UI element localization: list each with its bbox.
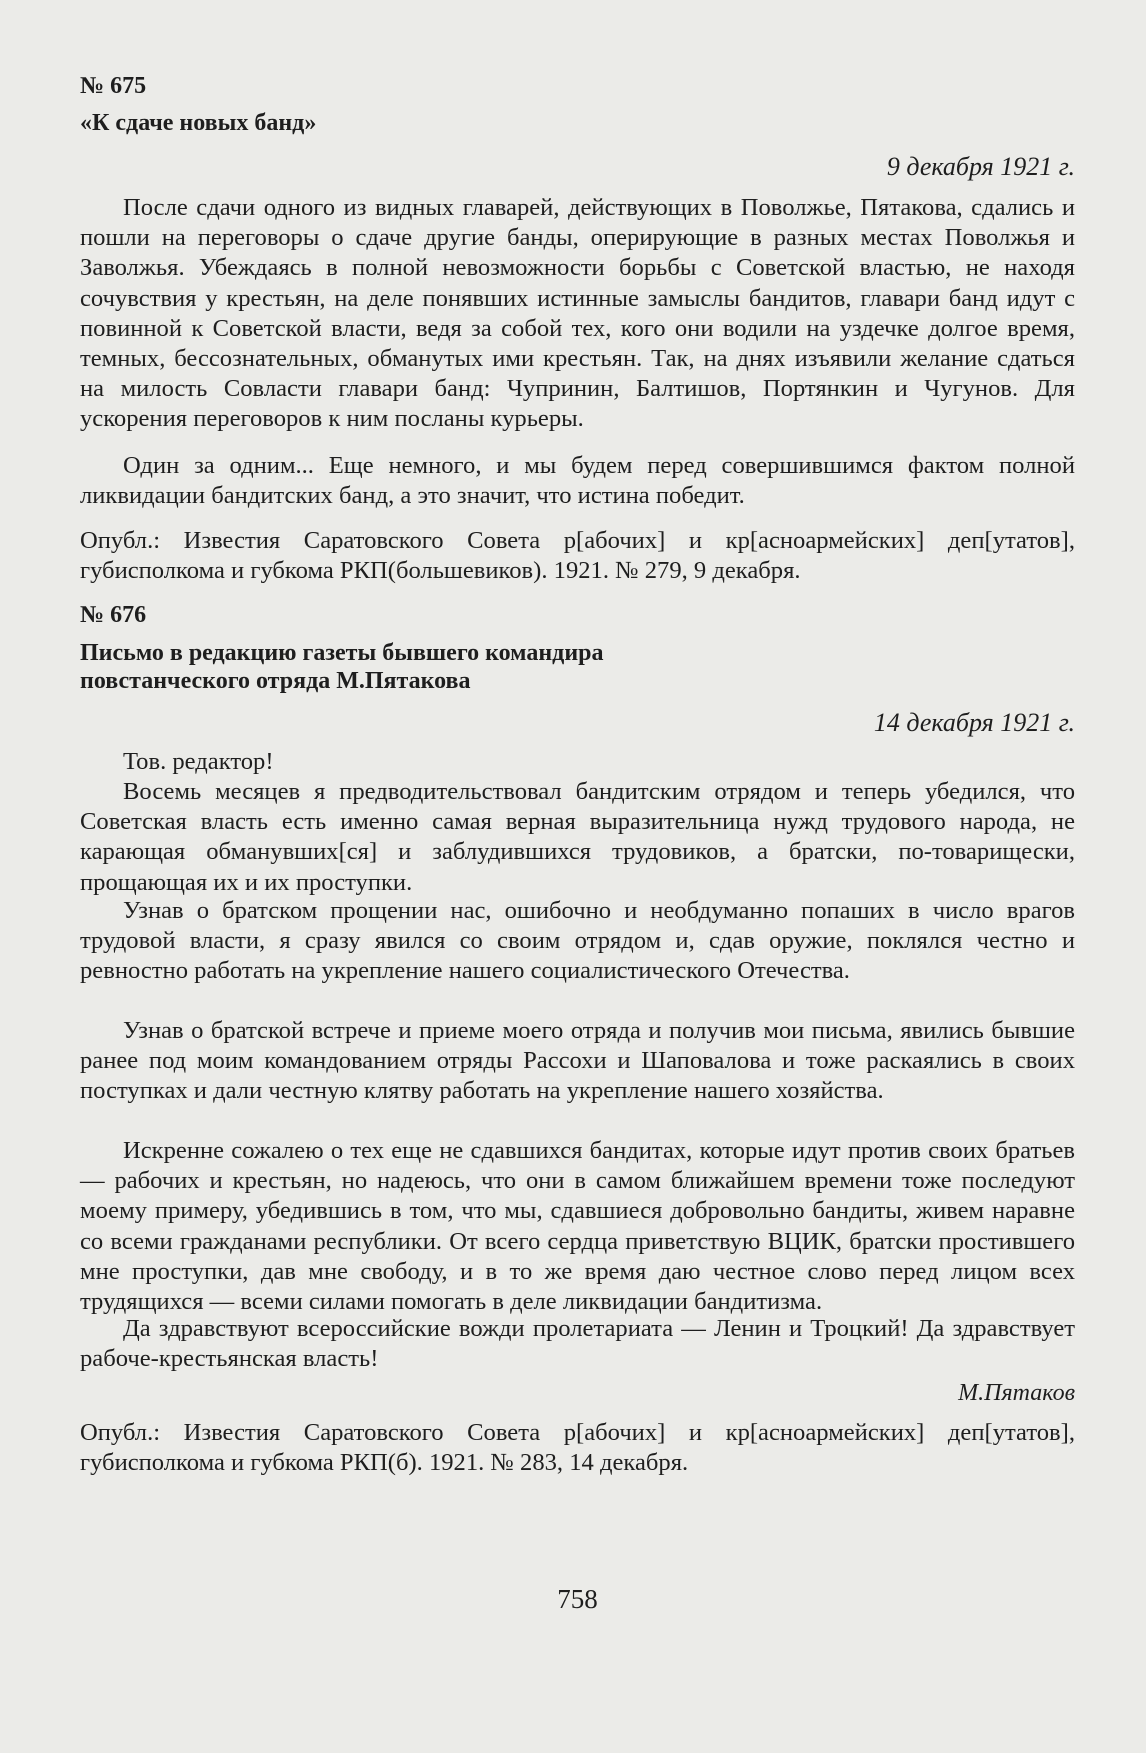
doc675-paragraph-2: Один за одним... Еще немного, и мы будем перед совершившимся фактом полной ликвидации бандитских банд, а это значит, что истина победит. [80, 452, 1075, 510]
doc676-publication: Опубл.: Известия Саратовского Совета р[абочих] и кр[асноармейских] деп[утатов], губисполкома и губкома РКП(б). 1921. № 283, 14 декабря. [80, 1419, 1075, 1477]
document-number-676: № 676 [80, 602, 147, 628]
doc675-publication: Опубл.: Известия Саратовского Совета р[абочих] и кр[асноармейских] деп[утатов], губисполкома и губкома РКП(большевиков). 1921. № 279, 9 декабря. [80, 527, 1075, 585]
document-title-675: «К сдаче новых банд» [80, 110, 317, 136]
document-date-675: 9 декабря 1921 г. [886, 152, 1075, 181]
doc675-paragraph-1: После сдачи одного из видных главарей, действующих в Поволжье, Пятакова, сдались и пошли на переговоры о сдаче другие банды, оперирующие в разных местах Поволжья и Заволжья. Убеждаясь в полной невозможности борьбы с Советской властью, не находя сочувствия у крестьян, на деле понявших истинные замыслы бандитов, главари банд идут с повинной к Советской власти, ведя за собой тех, кого они водили на уздечке долгое время, темных, бессознательных, обманутых ими крестьян. Так, на днях изъявили желание сдаться на милость Совласти главари банд: Чупринин, Балтишов, Портянкин и Чугунов. Для ускорения переговоров к ним посланы курьеры. [80, 194, 1075, 433]
signature: М.Пятаков [958, 1380, 1075, 1406]
doc676-paragraph-3: Узнав о братской встрече и приеме моего отряда и получив мои письма, явились бывшие ранее под моим командованием отряды Рассохи и Шаповалова и тоже раскаялись в своих поступках и дали честную клятву работать на укрепление нашего хозяйства. [80, 1017, 1075, 1105]
document-page [80, 0, 1075, 1753]
page-number: 758 [557, 1584, 598, 1614]
doc676-paragraph-1: Восемь месяцев я предводительствовал бандитским отрядом и теперь убедился, что Советская власть есть именно самая верная выразительница нужд трудового народа, не карающая обманувших[ся] и заблудившихся трудовиков, а братски, по-товарищески, прощающая их и их проступки. [80, 778, 1075, 896]
document-title-676-line-2: повстанческого отряда М.Пятакова [80, 668, 471, 694]
document-title-676-line-1: Письмо в редакцию газеты бывшего командира [80, 640, 604, 666]
doc676-paragraph-2: Узнав о братском прощении нас, ошибочно и необдуманно попаших в число врагов трудовой власти, я сразу явился со своим отрядом и, сдав оружие, поклялся честно и ревностно работать на укрепление нашего социалистического Отечества. [80, 897, 1075, 985]
document-date-676: 14 декабря 1921 г. [873, 708, 1075, 737]
document-number-675: № 675 [80, 73, 147, 99]
doc676-paragraph-4: Искренне сожалею о тех еще не сдавшихся бандитах, которые идут против своих братьев — рабочих и крестьян, но надеюсь, что они в самом ближайшем времени тоже последуют моему примеру, убедившись в том, что мы, сдавшиеся добровольно бандиты, живем наравне со всеми гражданами республики. От всего сердца приветствую ВЦИК, братски простившего мне проступки, дав мне свободу, и в то же время даю честное слово перед лицом всех трудящихся — всеми силами помогать в деле ликвидации бандитизма. [80, 1137, 1075, 1316]
doc676-salutation: Тов. редактор! [123, 748, 274, 775]
doc676-paragraph-5: Да здравствуют всероссийские вожди пролетариата — Ленин и Троцкий! Да здравствует рабоче-крестьянская власть! [80, 1315, 1075, 1373]
